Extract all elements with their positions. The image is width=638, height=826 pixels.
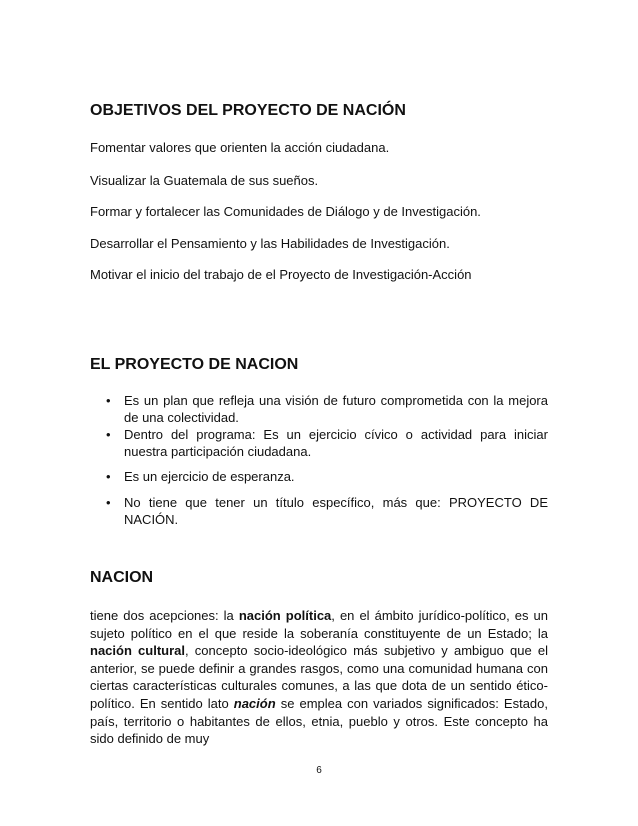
bullet-dot-icon: •	[106, 427, 111, 442]
bullet-dot-icon: •	[106, 495, 111, 510]
para-text: se emplea con variados significados: Estado, país, territorio o habitantes de ellos, etnia, pueblo y otros. Este concepto ha sido definido de muy	[90, 695, 548, 747]
bullet-text: Es un ejercicio de esperanza.	[124, 469, 295, 484]
objective-item: Motivar el inicio del trabajo de el Proyecto de Investigación-Acción	[90, 267, 472, 282]
para-text: tiene dos acepciones: la	[90, 608, 239, 623]
para-bold-term: nación política	[238, 608, 332, 623]
objective-item: Desarrollar el Pensamiento y las Habilidades de Investigación.	[90, 236, 450, 251]
nacion-heading: NACION	[90, 569, 154, 586]
objective-item: Visualizar la Guatemala de sus sueños.	[90, 173, 319, 188]
bullet-text: No tiene que tener un título específico, más que: PROYECTO DE NACIÓN.	[124, 495, 548, 527]
bullet-item	[90, 426, 548, 460]
bullet-dot-icon: •	[106, 469, 111, 484]
objective-item: Formar y fortalecer las Comunidades de Diálogo y de Investigación.	[90, 204, 481, 219]
proyecto-bullet-list	[90, 392, 548, 528]
bullet-item	[90, 494, 548, 528]
nacion-paragraph	[90, 607, 548, 748]
para-bold-term: nación cultural	[90, 643, 186, 659]
page-number: 6	[316, 765, 322, 776]
para-text: , concepto socio-ideológico más subjetivo y ambiguo que el anterior, se puede definir a grandes rasgos, como una comunidad humana con ciertas características culturales comunes, a las que dota de un sentido ético-político. En sentido lato	[90, 643, 548, 711]
bullet-text: Dentro del programa: Es un ejercicio cívico o actividad para iniciar nuestra participación ciudadana.	[124, 427, 548, 459]
bullet-dot-icon: •	[106, 393, 111, 408]
objectives-heading: OBJETIVOS DEL PROYECTO DE NACIÓN	[90, 102, 406, 119]
bullet-item	[90, 392, 548, 426]
bullet-text: Es un plan que refleja una visión de futuro comprometida con la mejora de una colectividad.	[124, 393, 548, 425]
para-text: , en el ámbito jurídico-político, es un sujeto político en el que reside la soberanía constituyente de un Estado; la	[90, 608, 548, 641]
proyecto-heading: EL PROYECTO DE NACION	[90, 356, 299, 373]
bullet-item	[90, 468, 548, 485]
para-bold-italic-term: nación	[233, 695, 276, 711]
objective-item: Fomentar valores que orienten la acción ciudadana.	[90, 140, 390, 155]
